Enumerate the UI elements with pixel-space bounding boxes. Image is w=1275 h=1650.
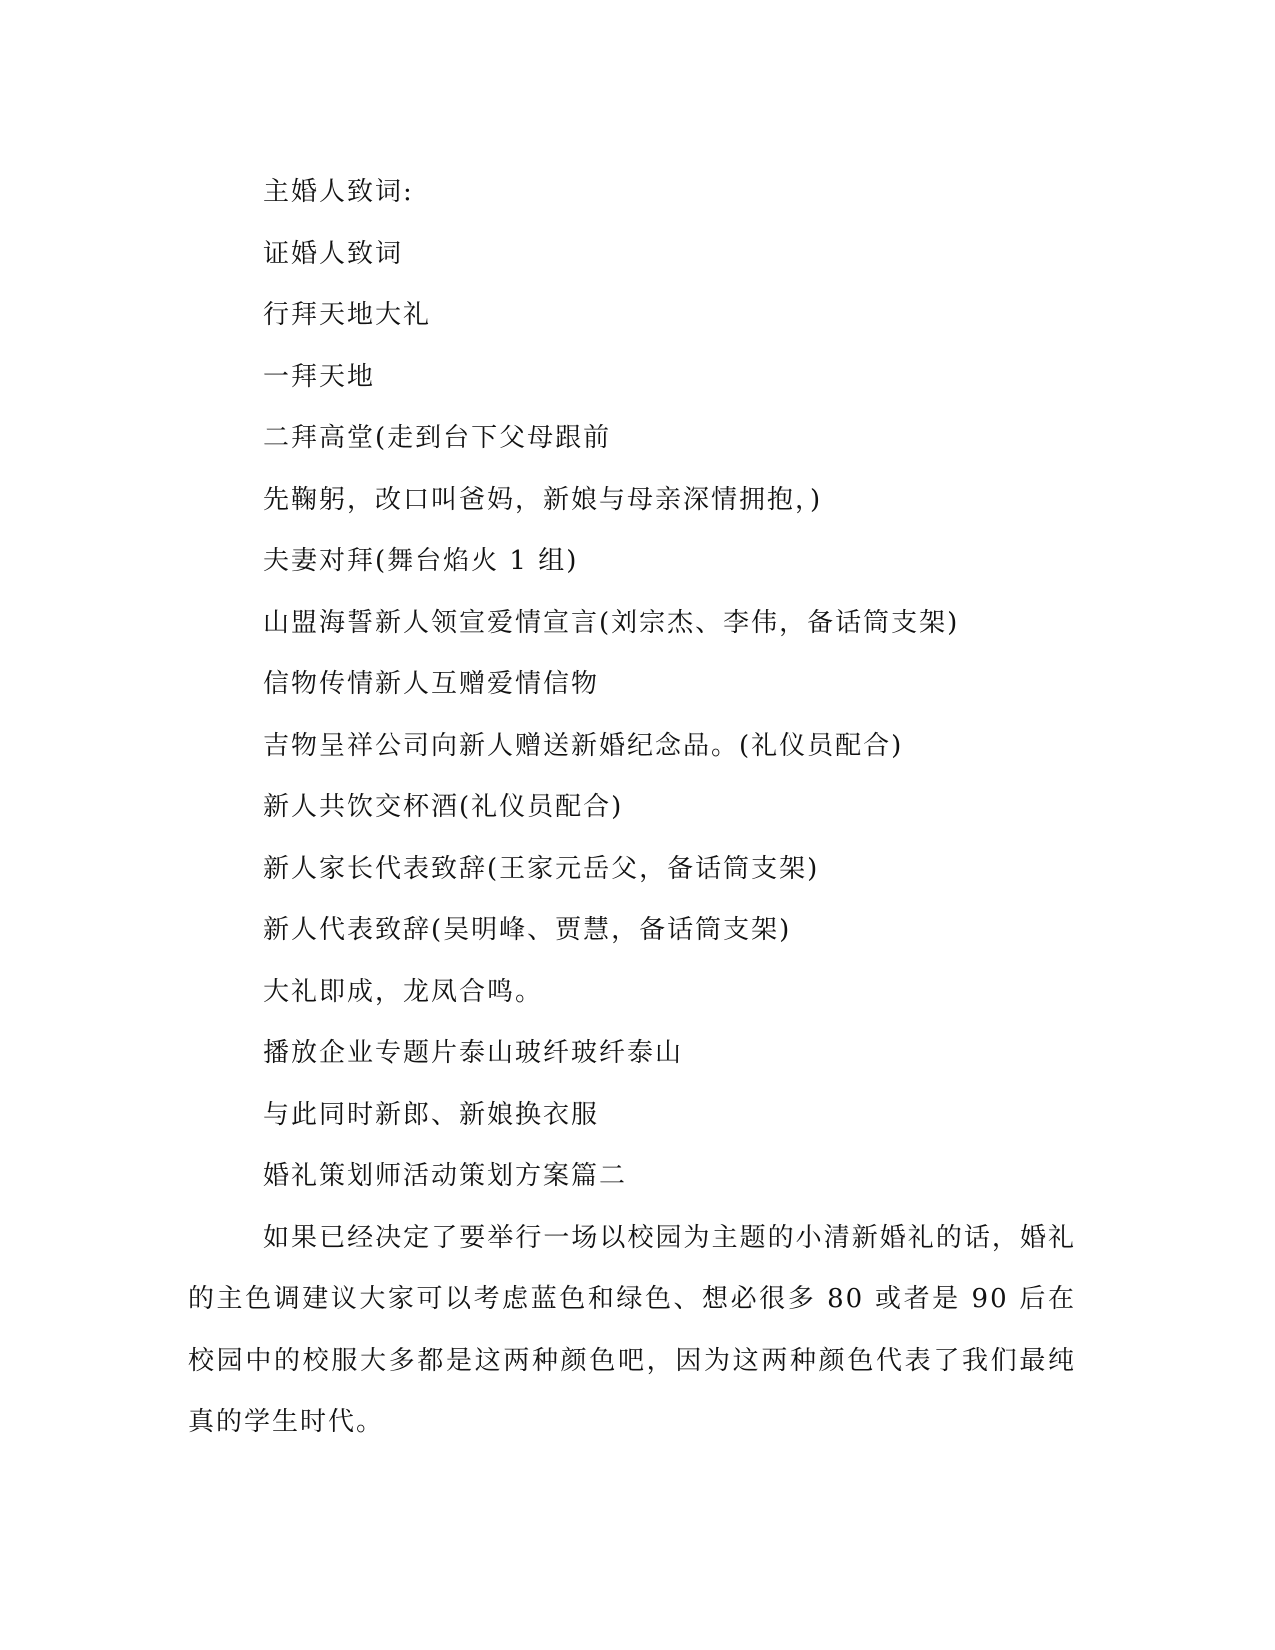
text-line: 新人家长代表致辞(王家元岳父，备话筒支架) [263, 853, 820, 884]
text-line: 夫妻对拜(舞台焰火 1 组) [263, 546, 579, 576]
text-line: 播放企业专题片泰山玻纤玻纤泰山 [263, 1038, 684, 1068]
text-line: 行拜天地大礼 [263, 300, 432, 330]
text-line: 主婚人致词: [263, 177, 414, 207]
text-line: 一拜天地 [263, 361, 376, 392]
text-line: 吉物呈祥公司向新人赠送新婚纪念品。(礼仪员配合) [263, 730, 904, 761]
text-line: 先鞠躬，改口叫爸妈，新娘与母亲深情拥抱，) [263, 484, 823, 515]
text-line: 二拜高堂(走到台下父母跟前 [263, 423, 612, 453]
document-body [188, 162, 1076, 1454]
body-paragraph: 如果已经决定了要举行一场以校园为主题的小清新婚礼的话，婚礼的主色调建议大家可以考虑蓝色和绿色、想必很多 80 或者是 90 后在校园中的校服大多都是这两种颜色吧，因为这两种颜色代表了我们最纯真的学生时代。 [188, 1222, 1076, 1437]
text-line: 新人共饮交杯酒(礼仪员配合) [263, 792, 624, 822]
text-line: 证婚人致词 [263, 238, 404, 269]
text-line: 大礼即成，龙凤合鸣。 [263, 976, 544, 1007]
text-line: 与此同时新郎、新娘换衣服 [263, 1099, 600, 1130]
section-heading: 婚礼策划师活动策划方案篇二 [263, 1161, 628, 1191]
text-line: 山盟海誓新人领宣爱情宣言(刘宗杰、李伟，备话筒支架) [263, 607, 960, 638]
text-line: 信物传情新人互赠爱情信物 [263, 669, 600, 699]
text-line: 新人代表致辞(吴明峰、贾慧，备话筒支架) [263, 915, 792, 945]
